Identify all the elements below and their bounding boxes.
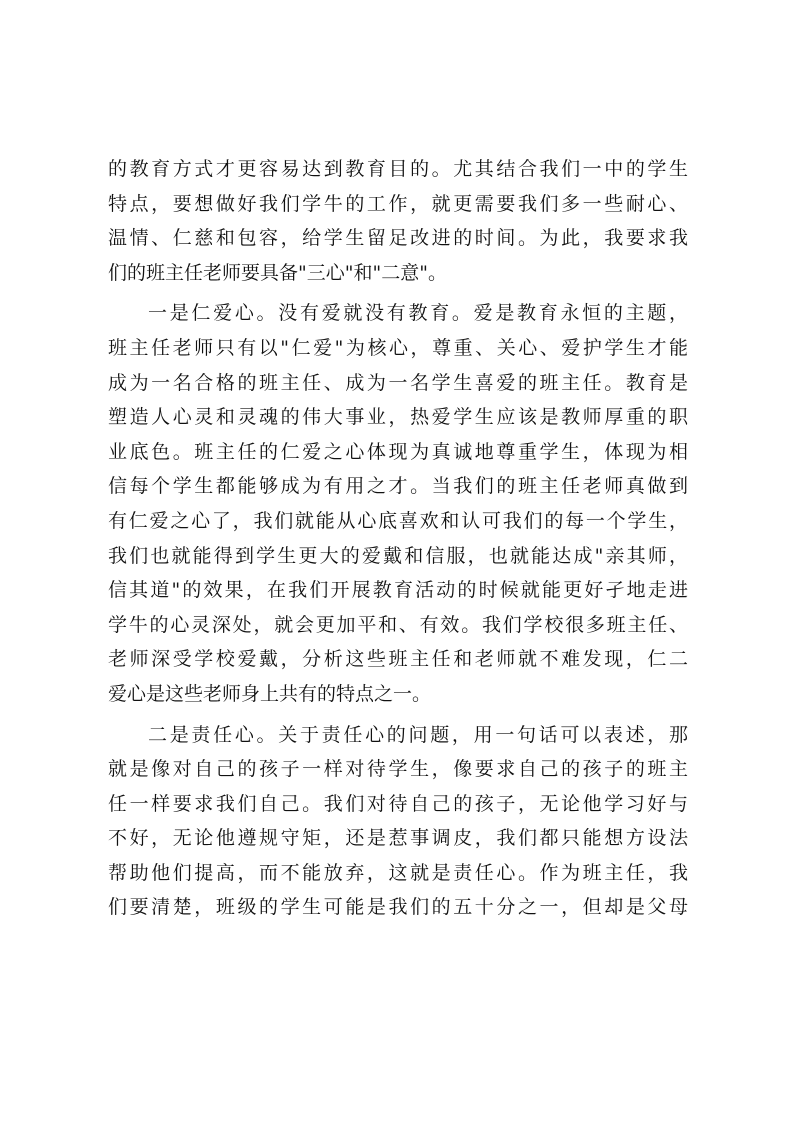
text-line: 们要清楚，班级的学生可能是我们的五十分之一，但却是父母 (108, 896, 688, 919)
text-line: 成为一名合格的班主任、成为一名学生喜爱的班主任。教育是 (108, 371, 688, 394)
text-line: 二是责任心。关于责任心的问题，用一句话可以表述，那 (148, 723, 688, 746)
text-line: 们的班主任老师要具备"三心"和"二意"。 (108, 261, 447, 284)
text-line: 学牛的心灵深处，就会更加平和、有效。我们学校很多班主任、 (108, 613, 688, 636)
text-line: 一是仁爱心。没有爱就没有教育。爱是教育永恒的主题， (148, 302, 688, 325)
text-line: 爱心是这些老师身上共有的特点之一。 (108, 682, 432, 705)
text-line: 的教育方式才更容易达到教育目的。尤其结合我们一中的学生 (108, 158, 688, 180)
text-line: 我们也就能得到学生更大的爱戴和信服，也就能达成"亲其师， (108, 544, 688, 567)
text-line: 不好，无论他遵规守矩，还是惹事调皮，我们都只能想方设法 (108, 827, 688, 850)
text-line: 信每个学生都能够成为有用之才。当我们的班主任老师真做到 (108, 475, 688, 498)
paragraph-intro (108, 152, 688, 290)
text-line: 有仁爱之心了，我们就能从心底喜欢和认可我们的每一个学生， (108, 509, 688, 532)
text-line: 业底色。班主任的仁爱之心体现为真诚地尊重学生，体现为相 (108, 440, 688, 463)
text-line: 温情、仁慈和包容，给学生留足改进的时间。为此，我要求我 (108, 227, 688, 250)
text-line: 信其道"的效果，在我们开展教育活动的时候就能更好孑地走进 (108, 579, 688, 602)
body-text (108, 152, 688, 925)
text-line: 帮助他们提高，而不能放弃，这就是责任心。作为班主任，我 (108, 861, 688, 884)
text-line: 任一样要求我们自己。我们对待自己的孩子，无论他学习好与 (108, 792, 688, 815)
paragraph-responsibility (108, 718, 688, 926)
text-line: 老师深受学校爱戴，分析这些班主任和老师就不难发现，仁二 (108, 648, 688, 671)
text-line: 就是像对自己的孩子一样对待学生，像要求自己的孩子的班主 (108, 758, 688, 781)
paragraph-benevolence (108, 296, 688, 711)
text-line: 塑造人心灵和灵魂的伟大事业，热爱学生应该是教师厚重的职 (108, 406, 688, 429)
text-line: 班主任老师只有以"仁爱"为核心，尊重、关心、爱护学生才能 (108, 336, 688, 359)
text-line: 特点，要想做好我们学牛的工作，就更需要我们多一些耐心、 (108, 192, 688, 215)
